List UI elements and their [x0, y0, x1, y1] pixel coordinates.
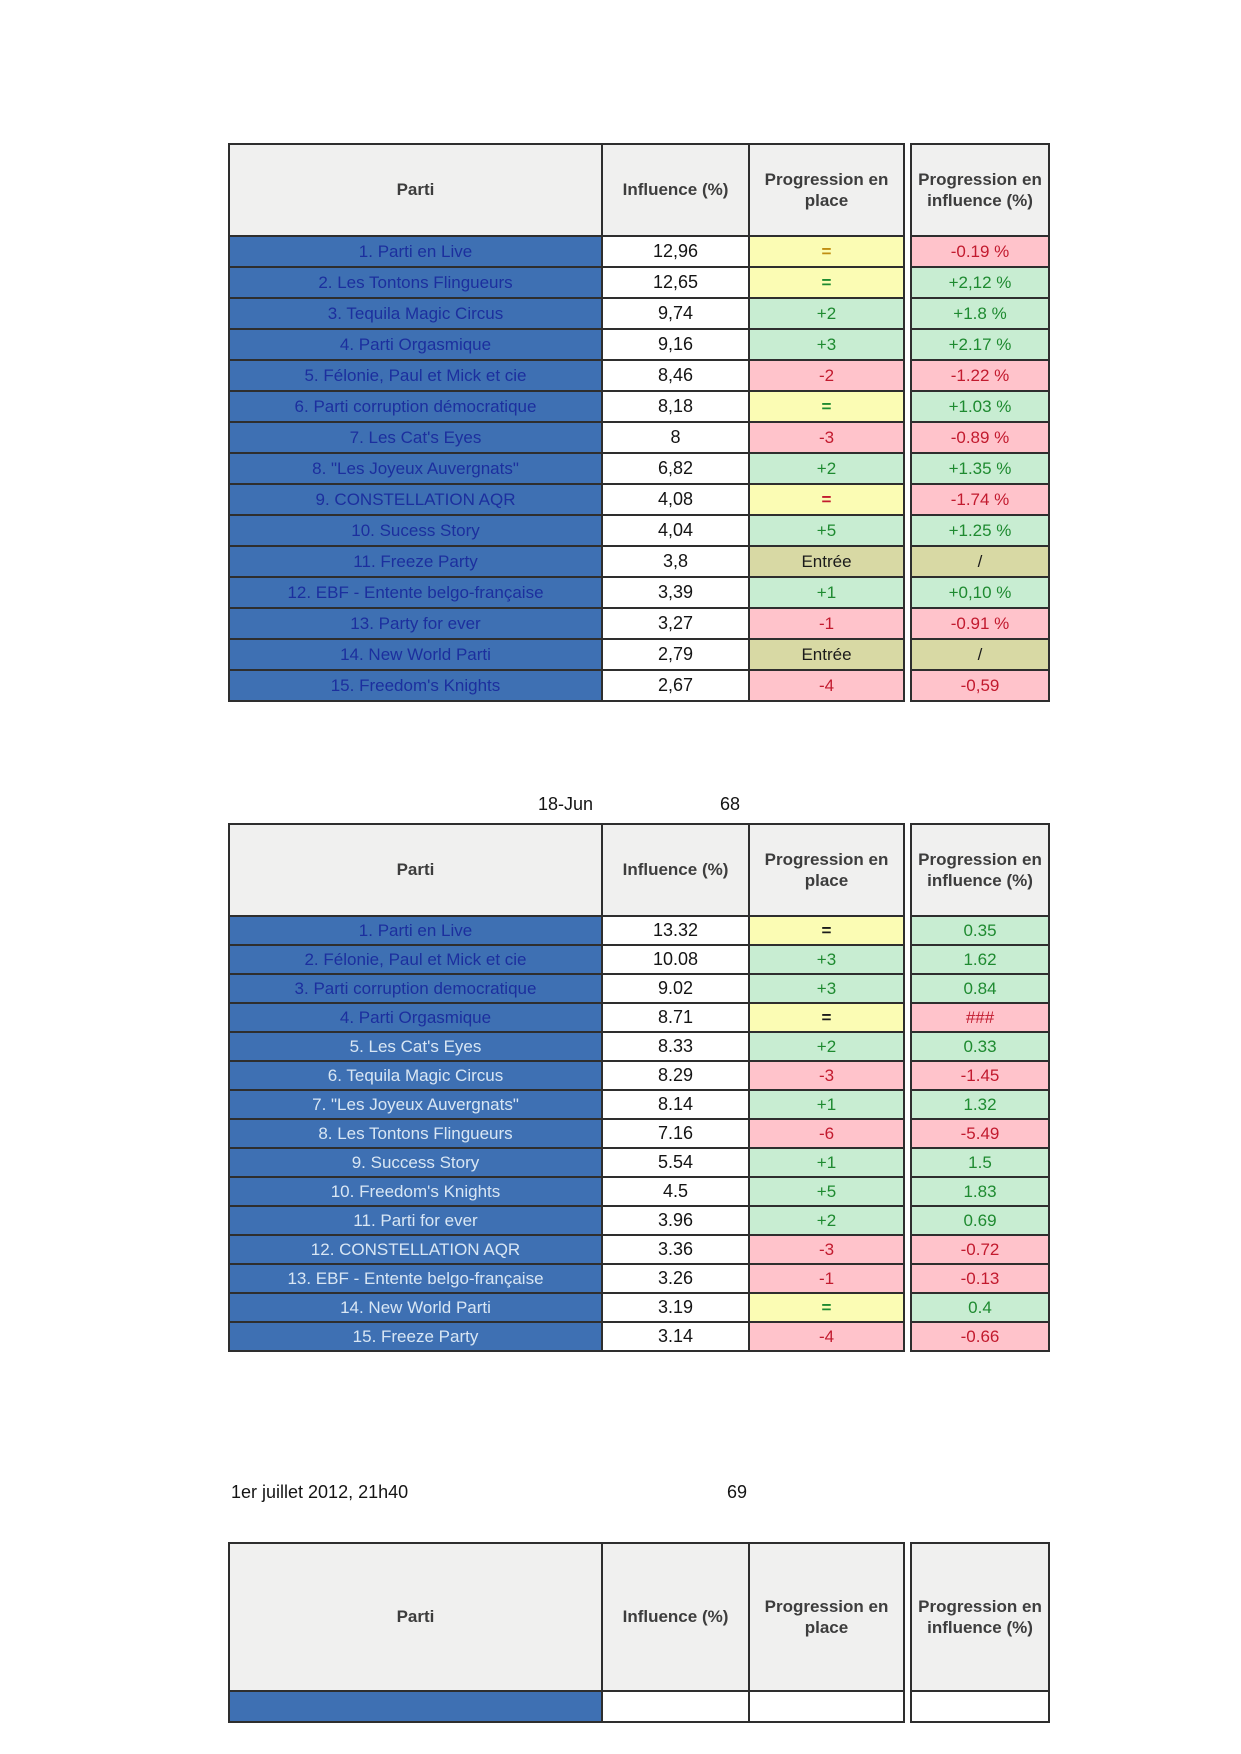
table-row	[911, 360, 1049, 391]
table-row	[229, 391, 904, 422]
progression-influence-cell: 1.32	[911, 1090, 1049, 1119]
party-cell: 14. New World Parti	[229, 639, 602, 670]
influence-cell: 4.5	[602, 1177, 749, 1206]
influence-cell: 9,74	[602, 298, 749, 329]
progression-influence-cell: 0.4	[911, 1293, 1049, 1322]
party-cell: 8. Les Tontons Flingueurs	[229, 1119, 602, 1148]
party-cell: 12. EBF - Entente belgo-française	[229, 577, 602, 608]
influence-cell: 7.16	[602, 1119, 749, 1148]
party-cell: 6. Tequila Magic Circus	[229, 1061, 602, 1090]
influence-cell: 3.26	[602, 1264, 749, 1293]
header-row	[229, 1543, 904, 1691]
ranking-table-1	[228, 143, 1050, 702]
table-row	[911, 453, 1049, 484]
progression-influence-cell: -5.49	[911, 1119, 1049, 1148]
influence-cell: 9.02	[602, 974, 749, 1003]
table-row	[229, 422, 904, 453]
table-row	[911, 329, 1049, 360]
influence-cell: 8.71	[602, 1003, 749, 1032]
party-cell: 7. Les Cat's Eyes	[229, 422, 602, 453]
progression-place-cell: =	[749, 1003, 904, 1032]
table-row	[229, 1032, 904, 1061]
table-row	[911, 608, 1049, 639]
influence-cell: 4,08	[602, 484, 749, 515]
progression-influence-cell: -0,59	[911, 670, 1049, 701]
progression-influence-cell: +2.17 %	[911, 329, 1049, 360]
progression-place-cell: -4	[749, 1322, 904, 1351]
progression-place-cell: -3	[749, 1235, 904, 1264]
progression-place-cell: =	[749, 391, 904, 422]
progression-place-cell: =	[749, 1293, 904, 1322]
influence-cell: 12,96	[602, 236, 749, 267]
party-cell: 7. "Les Joyeux Auvergnats"	[229, 1090, 602, 1119]
ranking-table-1-main	[228, 143, 905, 702]
table-row	[911, 577, 1049, 608]
table-row	[229, 1061, 904, 1090]
table-row	[229, 1322, 904, 1351]
progression-influence-cell: 0.35	[911, 916, 1049, 945]
table-row	[229, 1177, 904, 1206]
table-row	[229, 945, 904, 974]
table-row	[229, 608, 904, 639]
progression-place-cell: -2	[749, 360, 904, 391]
table-row	[229, 1090, 904, 1119]
influence-cell: 8,46	[602, 360, 749, 391]
progression-place-cell: +2	[749, 1206, 904, 1235]
influence-cell: 4,04	[602, 515, 749, 546]
table-row	[229, 484, 904, 515]
column-header-progression-place: Progression en place	[749, 144, 904, 236]
progression-place-cell: -1	[749, 1264, 904, 1293]
table-row	[911, 916, 1049, 945]
progression-influence-cell	[911, 1691, 1049, 1722]
table-row	[229, 1148, 904, 1177]
progression-place-cell: -3	[749, 422, 904, 453]
table-row	[911, 1691, 1049, 1722]
page-number-69: 69	[727, 1482, 748, 1502]
ranking-table-3	[228, 1542, 1050, 1723]
influence-cell: 3,39	[602, 577, 749, 608]
progression-influence-cell: +1.8 %	[911, 298, 1049, 329]
table-row	[229, 1691, 904, 1722]
party-cell: 3. Parti corruption democratique	[229, 974, 602, 1003]
table-row	[911, 974, 1049, 1003]
table-row	[911, 515, 1049, 546]
table-row	[911, 1293, 1049, 1322]
table2-caption-row	[0, 794, 1241, 818]
party-cell: 9. CONSTELLATION AQR	[229, 484, 602, 515]
progression-place-cell: +2	[749, 1032, 904, 1061]
progression-place-cell: +2	[749, 453, 904, 484]
party-cell: 4. Parti Orgasmique	[229, 329, 602, 360]
progression-influence-cell: -1.45	[911, 1061, 1049, 1090]
header-row	[229, 144, 904, 236]
progression-influence-cell: -0.19 %	[911, 236, 1049, 267]
party-cell: 3. Tequila Magic Circus	[229, 298, 602, 329]
table-row	[911, 236, 1049, 267]
progression-place-cell	[749, 1691, 904, 1722]
column-header-parti: Parti	[229, 824, 602, 916]
progression-influence-cell: 0.84	[911, 974, 1049, 1003]
table-row	[911, 1003, 1049, 1032]
table-row	[229, 1119, 904, 1148]
table-row	[229, 1235, 904, 1264]
influence-cell: 3.96	[602, 1206, 749, 1235]
table-row	[911, 391, 1049, 422]
table-row	[911, 546, 1049, 577]
table-row	[911, 267, 1049, 298]
influence-cell: 8,18	[602, 391, 749, 422]
table-row	[911, 422, 1049, 453]
table-row	[911, 484, 1049, 515]
influence-cell: 3.36	[602, 1235, 749, 1264]
progression-influence-cell: -0.91 %	[911, 608, 1049, 639]
influence-cell: 8	[602, 422, 749, 453]
table-row	[229, 298, 904, 329]
party-cell: 12. CONSTELLATION AQR	[229, 1235, 602, 1264]
ranking-table-1-side	[910, 143, 1050, 702]
progression-place-cell: =	[749, 484, 904, 515]
party-cell: 6. Parti corruption démocratique	[229, 391, 602, 422]
party-cell: 1. Parti en Live	[229, 236, 602, 267]
progression-place-cell: +3	[749, 974, 904, 1003]
table-row	[229, 1293, 904, 1322]
table-row	[229, 639, 904, 670]
influence-cell: 5.54	[602, 1148, 749, 1177]
influence-cell: 8.14	[602, 1090, 749, 1119]
header-row	[911, 824, 1049, 916]
influence-cell: 3.19	[602, 1293, 749, 1322]
column-header-progression-place: Progression en place	[749, 824, 904, 916]
progression-influence-cell: 1.62	[911, 945, 1049, 974]
table-row	[229, 236, 904, 267]
progression-place-cell: =	[749, 916, 904, 945]
influence-cell: 8.29	[602, 1061, 749, 1090]
table-row	[229, 267, 904, 298]
column-header-parti: Parti	[229, 1543, 602, 1691]
influence-cell: 12,65	[602, 267, 749, 298]
progression-influence-cell: /	[911, 546, 1049, 577]
party-cell: 11. Freeze Party	[229, 546, 602, 577]
party-cell: 9. Success Story	[229, 1148, 602, 1177]
table-row	[229, 360, 904, 391]
party-cell: 10. Sucess Story	[229, 515, 602, 546]
column-header-progression-influence: Progression en influence (%)	[911, 1543, 1049, 1691]
progression-place-cell: +1	[749, 1090, 904, 1119]
table-row	[911, 1206, 1049, 1235]
progression-place-cell: -3	[749, 1061, 904, 1090]
party-cell: 11. Parti for ever	[229, 1206, 602, 1235]
table-row	[229, 1206, 904, 1235]
table-row	[229, 453, 904, 484]
progression-place-cell: +3	[749, 329, 904, 360]
progression-place-cell: +2	[749, 298, 904, 329]
progression-influence-cell: ###	[911, 1003, 1049, 1032]
influence-cell: 3,8	[602, 546, 749, 577]
column-header-progression-place: Progression en place	[749, 1543, 904, 1691]
party-cell: 5. Félonie, Paul et Mick et cie	[229, 360, 602, 391]
party-cell: 4. Parti Orgasmique	[229, 1003, 602, 1032]
influence-cell: 8.33	[602, 1032, 749, 1061]
progression-influence-cell: -0.72	[911, 1235, 1049, 1264]
progression-place-cell: +3	[749, 945, 904, 974]
progression-influence-cell: +1.35 %	[911, 453, 1049, 484]
print-date-label: 1er juillet 2012, 21h40	[231, 1482, 409, 1502]
progression-place-cell: +5	[749, 1177, 904, 1206]
table-row	[229, 329, 904, 360]
progression-place-cell: =	[749, 236, 904, 267]
ranking-table-3-side	[910, 1542, 1050, 1723]
table-row	[229, 577, 904, 608]
party-cell: 14. New World Parti	[229, 1293, 602, 1322]
table-row	[911, 1061, 1049, 1090]
progression-place-cell: -1	[749, 608, 904, 639]
table-row	[911, 945, 1049, 974]
progression-influence-cell: -0.66	[911, 1322, 1049, 1351]
progression-place-cell: Entrée	[749, 546, 904, 577]
influence-cell: 2,67	[602, 670, 749, 701]
header-row	[911, 144, 1049, 236]
column-header-influence: Influence (%)	[602, 1543, 749, 1691]
table-row	[911, 1264, 1049, 1293]
progression-influence-cell: +1.25 %	[911, 515, 1049, 546]
column-header-influence: Influence (%)	[602, 144, 749, 236]
party-cell: 10. Freedom's Knights	[229, 1177, 602, 1206]
progression-influence-cell: /	[911, 639, 1049, 670]
header-row	[229, 824, 904, 916]
influence-cell	[602, 1691, 749, 1722]
progression-influence-cell: +0,10 %	[911, 577, 1049, 608]
progression-place-cell: =	[749, 267, 904, 298]
progression-place-cell: -6	[749, 1119, 904, 1148]
progression-place-cell: +1	[749, 577, 904, 608]
progression-place-cell: Entrée	[749, 639, 904, 670]
table-row	[911, 1119, 1049, 1148]
table-row	[911, 1235, 1049, 1264]
table-row	[229, 1003, 904, 1032]
influence-cell: 6,82	[602, 453, 749, 484]
progression-influence-cell: +1.03 %	[911, 391, 1049, 422]
table-row	[911, 639, 1049, 670]
party-cell: 2. Félonie, Paul et Mick et cie	[229, 945, 602, 974]
progression-influence-cell: 0.33	[911, 1032, 1049, 1061]
ranking-table-2-side	[910, 823, 1050, 1352]
column-header-progression-influence: Progression en influence (%)	[911, 144, 1049, 236]
table-row	[229, 546, 904, 577]
table-row	[229, 1264, 904, 1293]
table-row	[911, 1177, 1049, 1206]
party-cell: 1. Parti en Live	[229, 916, 602, 945]
party-cell: 13. EBF - Entente belgo-française	[229, 1264, 602, 1293]
influence-cell: 3,27	[602, 608, 749, 639]
table-row	[911, 298, 1049, 329]
table3-caption-row	[0, 1482, 1241, 1506]
progression-place-cell: -4	[749, 670, 904, 701]
page-number-68: 68	[720, 794, 741, 814]
influence-cell: 9,16	[602, 329, 749, 360]
column-header-parti: Parti	[229, 144, 602, 236]
progression-influence-cell: +2,12 %	[911, 267, 1049, 298]
party-cell: 5. Les Cat's Eyes	[229, 1032, 602, 1061]
ranking-table-2-main	[228, 823, 905, 1352]
ranking-table-2	[228, 823, 1050, 1352]
table-row	[229, 974, 904, 1003]
table-row	[911, 670, 1049, 701]
party-cell: 15. Freeze Party	[229, 1322, 602, 1351]
progression-influence-cell: -1.74 %	[911, 484, 1049, 515]
table-row	[911, 1322, 1049, 1351]
influence-cell: 3.14	[602, 1322, 749, 1351]
column-header-influence: Influence (%)	[602, 824, 749, 916]
influence-cell: 10.08	[602, 945, 749, 974]
table-row	[911, 1090, 1049, 1119]
table-row	[911, 1032, 1049, 1061]
influence-cell: 13.32	[602, 916, 749, 945]
progression-influence-cell: 1.83	[911, 1177, 1049, 1206]
party-cell	[229, 1691, 602, 1722]
progression-influence-cell: -0.13	[911, 1264, 1049, 1293]
party-cell: 8. "Les Joyeux Auvergnats"	[229, 453, 602, 484]
progression-influence-cell: 1.5	[911, 1148, 1049, 1177]
ranking-table-3-main	[228, 1542, 905, 1723]
progression-influence-cell: -1.22 %	[911, 360, 1049, 391]
party-cell: 13. Party for ever	[229, 608, 602, 639]
progression-place-cell: +5	[749, 515, 904, 546]
progression-influence-cell: 0.69	[911, 1206, 1049, 1235]
party-cell: 2. Les Tontons Flingueurs	[229, 267, 602, 298]
table-row	[229, 670, 904, 701]
header-row	[911, 1543, 1049, 1691]
table2-date-label: 18-Jun	[538, 794, 594, 814]
column-header-progression-influence: Progression en influence (%)	[911, 824, 1049, 916]
table-row	[229, 916, 904, 945]
influence-cell: 2,79	[602, 639, 749, 670]
progression-influence-cell: -0.89 %	[911, 422, 1049, 453]
table-row	[911, 1148, 1049, 1177]
party-cell: 15. Freedom's Knights	[229, 670, 602, 701]
progression-place-cell: +1	[749, 1148, 904, 1177]
table-row	[229, 515, 904, 546]
